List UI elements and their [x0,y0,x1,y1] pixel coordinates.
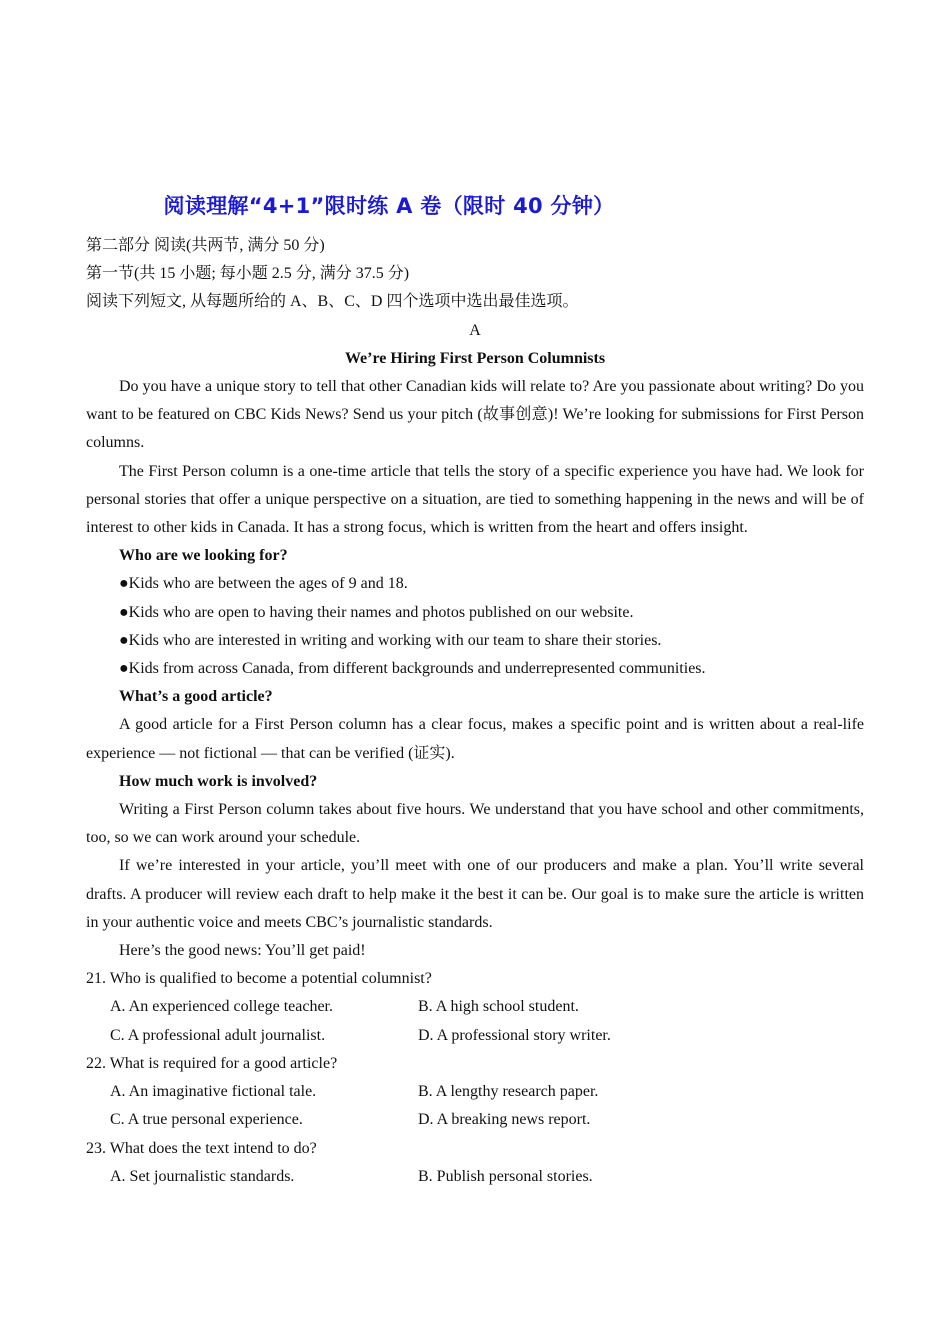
passage-heading: We’re Hiring First Person Columnists [344,349,606,367]
option-d: D. A professional story writer. [418,1026,611,1044]
paragraph-3: A good article for a First Person column has a clear focus, makes a specific point and is written about a real-life experience — not fictional — that can be verified (证实). [86,716,864,762]
subheading-who: Who are we looking for? [119,547,288,565]
instruction-line: 阅读下列短文, 从每题所给的 A、B、C、D 四个选项中选出最佳选项。 [86,293,579,311]
paragraph-6: Here’s the good news: You’ll get paid! [119,942,366,960]
options-row [86,993,864,1021]
options-row [86,1078,864,1106]
paragraph-5: If we’re interested in your article, you’ll meet with one of our producers and make a plan. You’ll write several drafts. A producer will review each draft to help make it the best it can be. Our goal is to make sure the article is written in your authentic voice and meets CBC’s journalistic standards. [86,857,864,931]
bullet-item: ●Kids who are interested in writing and working with our team to share their stories. [119,631,662,649]
question-stem: 22. What is required for a good article? [86,1054,338,1072]
option-a: A. Set journalistic standards. [110,1167,295,1185]
page-title: 阅读理解“4+1”限时练 A 卷（限时 40 分钟） [163,194,615,218]
option-b: B. Publish personal stories. [418,1167,593,1185]
bullet-item: ●Kids who are open to having their names and photos published on our website. [119,603,634,621]
question-stem: 23. What does the text intend to do? [86,1139,317,1157]
options-row [86,1022,864,1050]
subheading-work: How much work is involved? [119,772,318,790]
section-line: 第二部分 阅读(共两节, 满分 50 分) [86,237,325,254]
document-body [86,232,864,1191]
paragraph-4: Writing a First Person column takes about five hours. We understand that you have school and other commitments, too, so we can work around your schedule. [86,801,864,847]
bullet-item: ●Kids from across Canada, from different backgrounds and underrepresented communities. [119,660,706,678]
question-stem: 21. Who is qualified to become a potential columnist? [86,970,432,988]
bullet-item: ●Kids who are between the ages of 9 and 18. [119,575,408,593]
option-b: B. A high school student. [418,998,579,1016]
option-d: D. A breaking news report. [418,1111,591,1129]
subheading-good-article: What’s a good article? [119,688,273,706]
options-row [86,1163,864,1191]
paragraph-2: The First Person column is a one-time article that tells the story of a specific experience you have had. We look for personal stories that offer a unique perspective on a situation, are tied to something happening in the news and will be of interest to other kids in Canada. It has a strong focus, which is written from the heart and offers insight. [86,462,864,537]
passage-label: A [469,321,481,339]
option-a: A. An experienced college teacher. [110,998,333,1016]
option-a: A. An imaginative fictional tale. [110,1083,317,1101]
option-c: C. A true personal experience. [110,1111,303,1129]
options-row [86,1106,864,1134]
subsection-line: 第一节(共 15 小题; 每小题 2.5 分, 满分 37.5 分) [86,265,410,283]
paragraph-1: Do you have a unique story to tell that other Canadian kids will relate to? Are you passionate about writing? Do you want to be featured on CBC Kids News? Send us your pitch (故事创意)! We’re looking for submissions for First Person columns. [86,378,864,452]
option-b: B. A lengthy research paper. [418,1083,599,1101]
option-c: C. A professional adult journalist. [110,1026,326,1044]
